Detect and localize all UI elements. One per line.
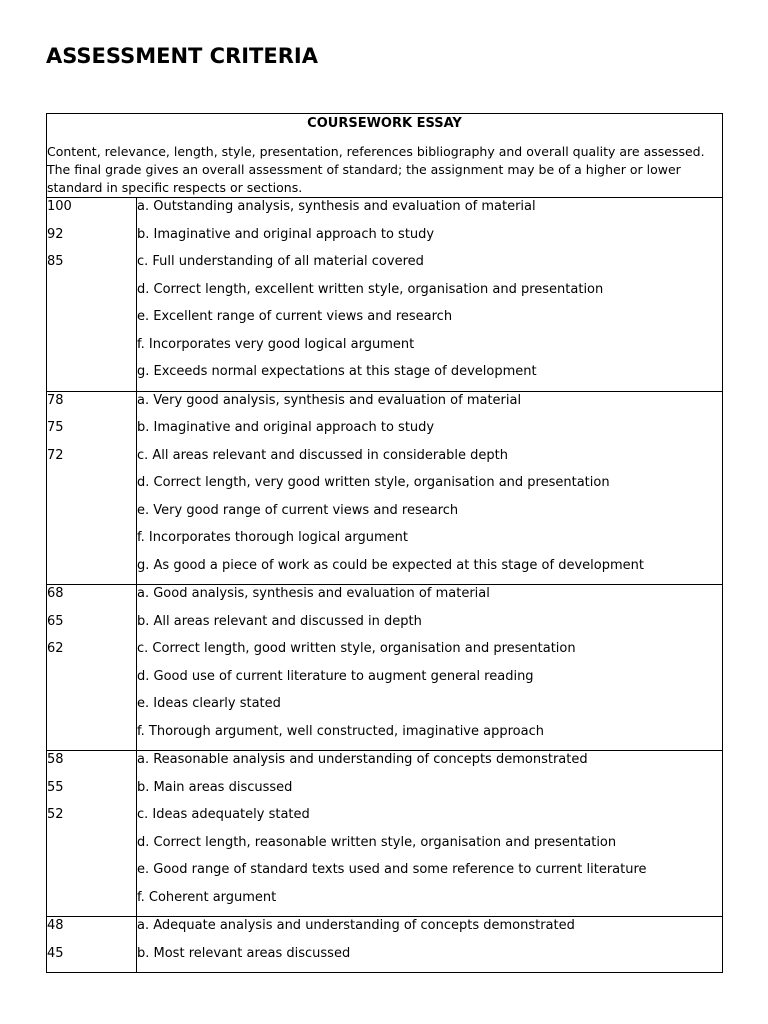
grade-band-row	[47, 751, 723, 917]
criteria-cell	[137, 198, 723, 392]
criterion-item: e. Good range of standard texts used and some reference to current literature	[137, 862, 647, 877]
criterion-item: a. Reasonable analysis and understanding of concepts demonstrated	[137, 752, 588, 767]
criterion-item: d. Good use of current literature to augment general reading	[137, 668, 534, 684]
criterion-item: d. Correct length, reasonable written style, organisation and presentation	[137, 834, 617, 850]
criterion-item: b. Imaginative and original approach to study	[137, 420, 435, 435]
assessment-table	[46, 113, 723, 973]
criterion-item: b. Most relevant areas discussed	[137, 945, 351, 961]
page-title: ASSESSMENT CRITERIA	[46, 44, 318, 68]
criterion-item: c. Ideas adequately stated	[137, 807, 310, 822]
criterion-item: a. Good analysis, synthesis and evaluation of material	[137, 586, 490, 601]
criterion-item: c. Full understanding of all material covered	[137, 254, 424, 269]
criterion-item: g. As good a piece of work as could be expected at this stage of development	[137, 557, 644, 573]
marks-cell	[47, 917, 137, 973]
grade-bands	[47, 198, 723, 973]
mark-value: 68	[47, 586, 64, 601]
criterion-item: b. All areas relevant and discussed in depth	[137, 613, 422, 629]
marks-cell	[47, 751, 137, 917]
criteria-cell	[137, 917, 723, 973]
mark-value: 65	[47, 613, 64, 629]
criteria-cell	[137, 391, 723, 585]
criterion-item: g. Exceeds normal expectations at this stage of development	[137, 364, 537, 379]
mark-value: 92	[47, 226, 64, 242]
marks-cell	[47, 391, 137, 585]
marks-cell	[47, 198, 137, 392]
criterion-item: a. Outstanding analysis, synthesis and evaluation of material	[137, 199, 536, 214]
mark-value: 48	[47, 918, 64, 933]
criterion-item: d. Correct length, excellent written style, organisation and presentation	[137, 281, 604, 297]
criterion-item: d. Correct length, very good written style, organisation and presentation	[137, 475, 610, 490]
table-heading: COURSEWORK ESSAY	[307, 116, 462, 131]
criterion-item: e. Very good range of current views and research	[137, 502, 459, 518]
mark-value: 45	[47, 945, 64, 961]
criterion-item: f. Coherent argument	[137, 889, 277, 905]
criterion-item: c. Correct length, good written style, organisation and presentation	[137, 641, 576, 656]
criterion-item: e. Ideas clearly stated	[137, 696, 281, 711]
table-header-row	[47, 114, 723, 198]
criterion-item: f. Thorough argument, well constructed, imaginative approach	[137, 723, 544, 739]
table-description: Content, relevance, length, style, presentation, references bibliography and overall quality are assessed. The final grade gives an overall assessment of standard; the assignment may be of a higher or lower standard in specific respects or sections.	[47, 144, 705, 195]
mark-value: 78	[47, 392, 64, 408]
criterion-item: a. Adequate analysis and understanding of concepts demonstrated	[137, 918, 575, 933]
criterion-item: b. Main areas discussed	[137, 779, 293, 795]
grade-band-row	[47, 917, 723, 973]
criterion-item: f. Incorporates very good logical argument	[137, 336, 415, 352]
mark-value: 52	[47, 807, 64, 822]
criterion-item: e. Excellent range of current views and research	[137, 309, 453, 324]
criteria-cell	[137, 751, 723, 917]
criterion-item: f. Incorporates thorough logical argument	[137, 530, 408, 545]
mark-value: 85	[47, 254, 64, 269]
marks-cell	[47, 585, 137, 751]
mark-value: 75	[47, 420, 64, 435]
criterion-item: b. Imaginative and original approach to study	[137, 226, 435, 242]
grade-band-row	[47, 198, 723, 392]
criterion-item: a. Very good analysis, synthesis and evaluation of material	[137, 392, 522, 408]
mark-value: 58	[47, 752, 64, 767]
mark-value: 55	[47, 779, 64, 795]
grade-band-row	[47, 391, 723, 585]
mark-value: 72	[47, 447, 64, 463]
mark-value: 62	[47, 641, 64, 656]
mark-value: 100	[47, 199, 72, 214]
criteria-cell	[137, 585, 723, 751]
table-header-cell	[47, 114, 723, 198]
criterion-item: c. All areas relevant and discussed in considerable depth	[137, 447, 508, 463]
grade-band-row	[47, 585, 723, 751]
